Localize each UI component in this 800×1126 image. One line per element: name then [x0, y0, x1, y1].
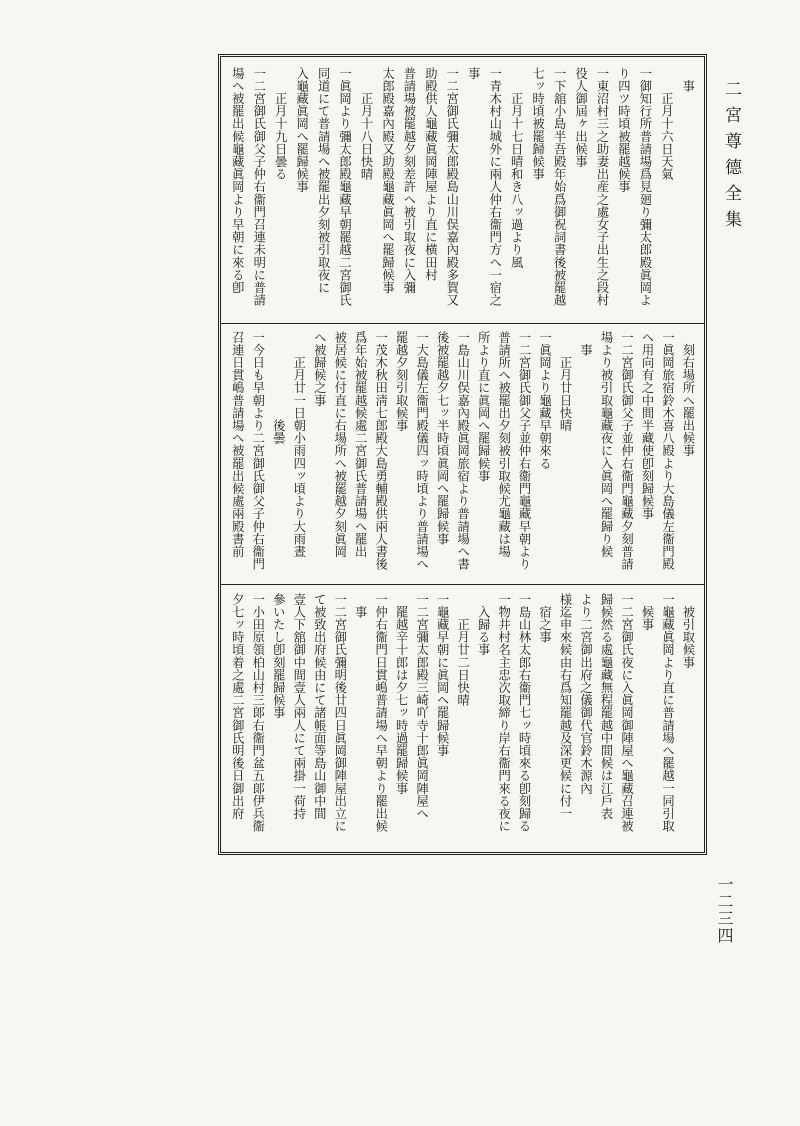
text-column: 宿之事	[537, 593, 552, 644]
text-column: 一二宮御氏夜に入眞岡御陣屋へ龜藏召連被	[619, 593, 634, 833]
text-column: 一眞岡より龜藏早朝來る	[537, 331, 552, 470]
text-column: 様迄申來候由右爲知罷越及深更候に付一	[558, 593, 573, 820]
text-column: 參いたし卽刻罷歸候事	[271, 593, 286, 719]
text-column: 場へ被罷出候龜藏眞岡より早朝に來る卽	[230, 67, 245, 294]
text-column: 一龜藏眞岡より直に普請場へ罷越一同引取	[660, 593, 675, 833]
text-column: 一下舘小島半吾殿年始爲御祝詞書後被罷越	[552, 67, 567, 307]
text-column: 役人御屆ヶ出候事	[573, 67, 588, 168]
text-column: 一仲右衞門日貫嶋普請場へ早朝より罷出候	[373, 593, 388, 833]
text-column: 候事	[639, 593, 654, 631]
text-column: 正月十八日快晴	[359, 67, 374, 181]
text-column: 夕七ッ時頃着之處二宮御氏明後日御出府	[230, 593, 245, 820]
text-column: 一今日も早朝より二宮御氏御父子仲右衞門	[250, 331, 265, 571]
text-column: 後被罷越夕七ッ半時頃眞岡へ罷歸候事	[435, 331, 450, 546]
text-column: 一二宮御氏彌太郎殿島山川俣嘉內殿多賀又	[444, 67, 459, 307]
text-column: 一東沼村三之助妻出産之處女子出生之段村	[595, 67, 609, 307]
text-column: て被致出府候由にて諸帳面等島山御中間	[312, 593, 327, 820]
text-column: 入龜藏眞岡へ罷歸候事	[294, 67, 309, 193]
text-column: 普請場被罷越夕刻差許へ被引取夜に入彌	[401, 67, 416, 294]
text-column: 一茂木秋田淸七郎殿大島勇輔殿供兩人書後	[373, 331, 388, 571]
text-column: 普請所へ被罷出夕刻被引取候尤龜藏は場	[496, 331, 511, 558]
text-column: 七ッ時頃被罷歸候事	[530, 67, 545, 181]
text-column: 被引取候事	[680, 593, 695, 669]
text-column: 一二宮御氏彌明後廿四日眞岡御陣屋出立に	[332, 593, 347, 833]
page-number: 一二三四	[715, 876, 734, 944]
text-column: 事	[466, 67, 481, 80]
text-column: 一大島儀左衞門殿儀四ッ時頃より普請場へ	[414, 331, 429, 571]
text-column: 太郎殿嘉內殿又助殿龜藏眞岡へ罷歸候事	[380, 67, 395, 294]
text-column: 正月廿二日快晴	[455, 593, 470, 707]
section-bottom	[231, 593, 694, 838]
text-column: 所より直に眞岡へ罷歸候事	[476, 331, 491, 483]
text-column: 正月十七日晴和き八ッ過より風	[509, 67, 524, 269]
text-column: 爲年始被罷越候處二宮御氏普請場へ罷出	[353, 331, 368, 558]
text-column: 一御知行所普請場爲見廻り彌太郎殿眞岡よ	[637, 67, 652, 307]
text-column: 一物井村名主忠次取締り岸右衞門來る夜に	[496, 593, 511, 833]
text-column: 一小田原領柏山村三郞右衞門盆五郞伊兵衞	[250, 593, 265, 833]
text-column: 召連日貫嶋普請場へ被罷出候處兩殿書前	[230, 331, 245, 558]
text-column: 入歸る事	[476, 593, 491, 656]
section-divider	[221, 323, 704, 324]
text-column: 一眞岡旅宿鈴木喜八殿より大島儀左衞門殿	[660, 331, 675, 571]
text-column: 一二宮彌太郎殿三崎吖寺十郎眞岡陣屋へ	[414, 593, 429, 820]
text-column: 後曇	[271, 331, 286, 445]
text-column: 助殿供人龜藏眞岡陣屋より直に横田村	[423, 67, 438, 282]
text-column: 一二宮御氏御父子並仲右衞門龜藏夕刻普請	[619, 331, 634, 571]
text-column: 正月廿一日朝小雨四ッ頃より大雨晝	[291, 331, 306, 558]
text-column: 場より被引取龜藏夜に入眞岡へ罷歸り候	[599, 331, 614, 558]
text-column: 正月十六日天氣	[659, 67, 674, 181]
section-top	[231, 67, 694, 365]
text-column: 歸候然る處龜藏無程罷越中間候は江戶表	[599, 593, 614, 820]
text-column: 事	[578, 331, 593, 357]
text-column: 一島山川俣嘉內殿眞岡旅宿より普請場へ書	[455, 331, 470, 571]
text-column: 正月廿日快晴	[558, 331, 573, 432]
text-column: 事	[680, 67, 695, 93]
text-column: 事	[353, 593, 368, 619]
text-column: 同道にて普請場へ被罷出夕刻被引取夜に	[316, 67, 331, 294]
text-column: 罷越辛十郎は夕七ッ時過罷歸候事	[394, 593, 409, 795]
text-column: へ被歸候之事	[312, 331, 327, 407]
text-column: 壹人下舘御中間壹人兩人にて兩掛一荷持	[291, 593, 306, 820]
text-column: 一眞岡より彌太郎殿龜藏早朝罷越二宮御氏	[337, 67, 352, 307]
section-divider	[221, 584, 704, 585]
text-column: 一二宮御氏御父子仲右衞門召連未明に普請	[251, 67, 266, 307]
text-column: 一龜藏早朝に眞岡へ罷歸候事	[435, 593, 450, 757]
text-column: より二宮御出府之儀御代官鈴木源內	[578, 593, 593, 795]
text-column: り四ツ時頃被罷越候事	[616, 67, 631, 193]
text-column: 一青木村山城外に兩人仲右衞門方へ一宿之	[487, 67, 502, 307]
text-frame	[218, 54, 707, 855]
text-column: 一島山林太郎右衞門七ッ時頃來る卽刻歸る	[517, 593, 532, 833]
text-column: 正月十九日曇る	[273, 67, 288, 181]
text-column: へ用向有之中間半藏使卽刻歸候事	[639, 331, 654, 520]
text-column: 一二宮御氏御父子並仲右衞門龜藏早朝より	[517, 331, 532, 571]
text-column: 罷越夕刻引取候事	[394, 331, 409, 432]
text-column: 被居候に付直に右場所へ被罷越夕刻眞岡	[332, 331, 347, 558]
text-column: 刻右場所へ罷出候事	[680, 331, 695, 457]
running-title: 二宮尊德全集	[721, 80, 741, 236]
